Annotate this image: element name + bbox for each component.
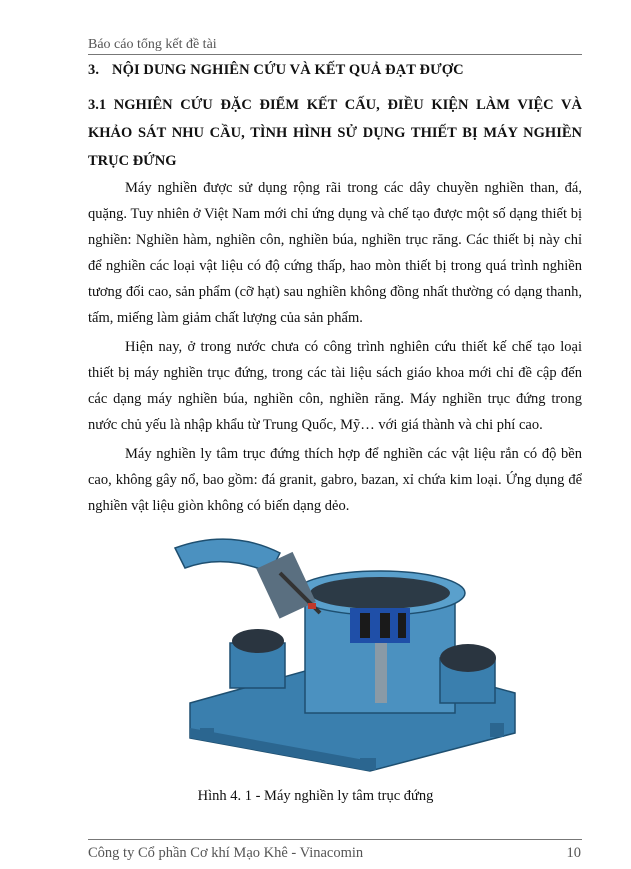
paragraph-2: Hiện nay, ở trong nước chưa có công trình nghiên cứu thiết kế chế tạo loại thiết bị máy nghiền trục đứng, trong các tài liệu sách giáo khoa mới chỉ đề cập đến các dạng máy nghiền búa, nghiền côn, nghiền răng. Máy nghiền trục đứng trong nước chủ yếu là nhập khẩu từ Trung Quốc, Mỹ… với giá thành và chi phí cao. (88, 339, 582, 433)
crusher-machine-illustration (170, 533, 535, 773)
machine-body (175, 539, 515, 771)
page-number: 10 (566, 845, 581, 861)
footer-divider (88, 839, 582, 840)
section-number: 3. (88, 62, 100, 78)
figure-caption: Hình 4. 1 - Máy nghiền ly tâm trục đứng (197, 788, 434, 804)
section-title: NỘI DUNG NGHIÊN CỨU VÀ KẾT QUẢ ĐẠT ĐƯỢC (112, 62, 464, 78)
subsection-heading: 3.1 NGHIÊN CỨU ĐẶC ĐIỂM KẾT CẤU, ĐIỀU KIỆN LÀM VIỆC VÀ KHẢO SÁT NHU CẦU, TÌNH HÌNH SỬ DỤNG THIẾT BỊ MÁY NGHIỀN TRỤC ĐỨNG (88, 97, 582, 169)
paragraph-3: Máy nghiền ly tâm trục đứng thích hợp để nghiền các vật liệu rắn có độ bền cao, không gây nổ, bao gồm: đá granit, gabro, bazan, xỉ chứa kim loại. Ứng dụng để nghiền vật liệu giòn không có biến dạng dẻo. (88, 446, 582, 514)
page-header: Báo cáo tổng kết đề tài (88, 37, 217, 52)
paragraph-1: Máy nghiền được sử dụng rộng rãi trong các dây chuyền nghiền than, đá, quặng. Tuy nhiên ở Việt Nam mới chỉ ứng dụng và chế tạo được một số dạng thiết bị nghiền: Nghiền hàm, nghiền côn, nghiền búa, nghiền trục răng. Các thiết bị này chỉ để nghiền các loại vật liệu có độ cứng thấp, hao mòn thiết bị trong quá trình nghiền tương đối cao, sản phẩm (cỡ hạt) sau nghiền không đồng nhất thường có dạng thanh, tấm, miếng làm giảm chất lượng của sản phẩm. (88, 180, 582, 326)
footer-company: Công ty Cổ phần Cơ khí Mạo Khê - Vinacomin (88, 845, 364, 861)
header-divider (88, 54, 582, 55)
section-heading (88, 62, 464, 79)
